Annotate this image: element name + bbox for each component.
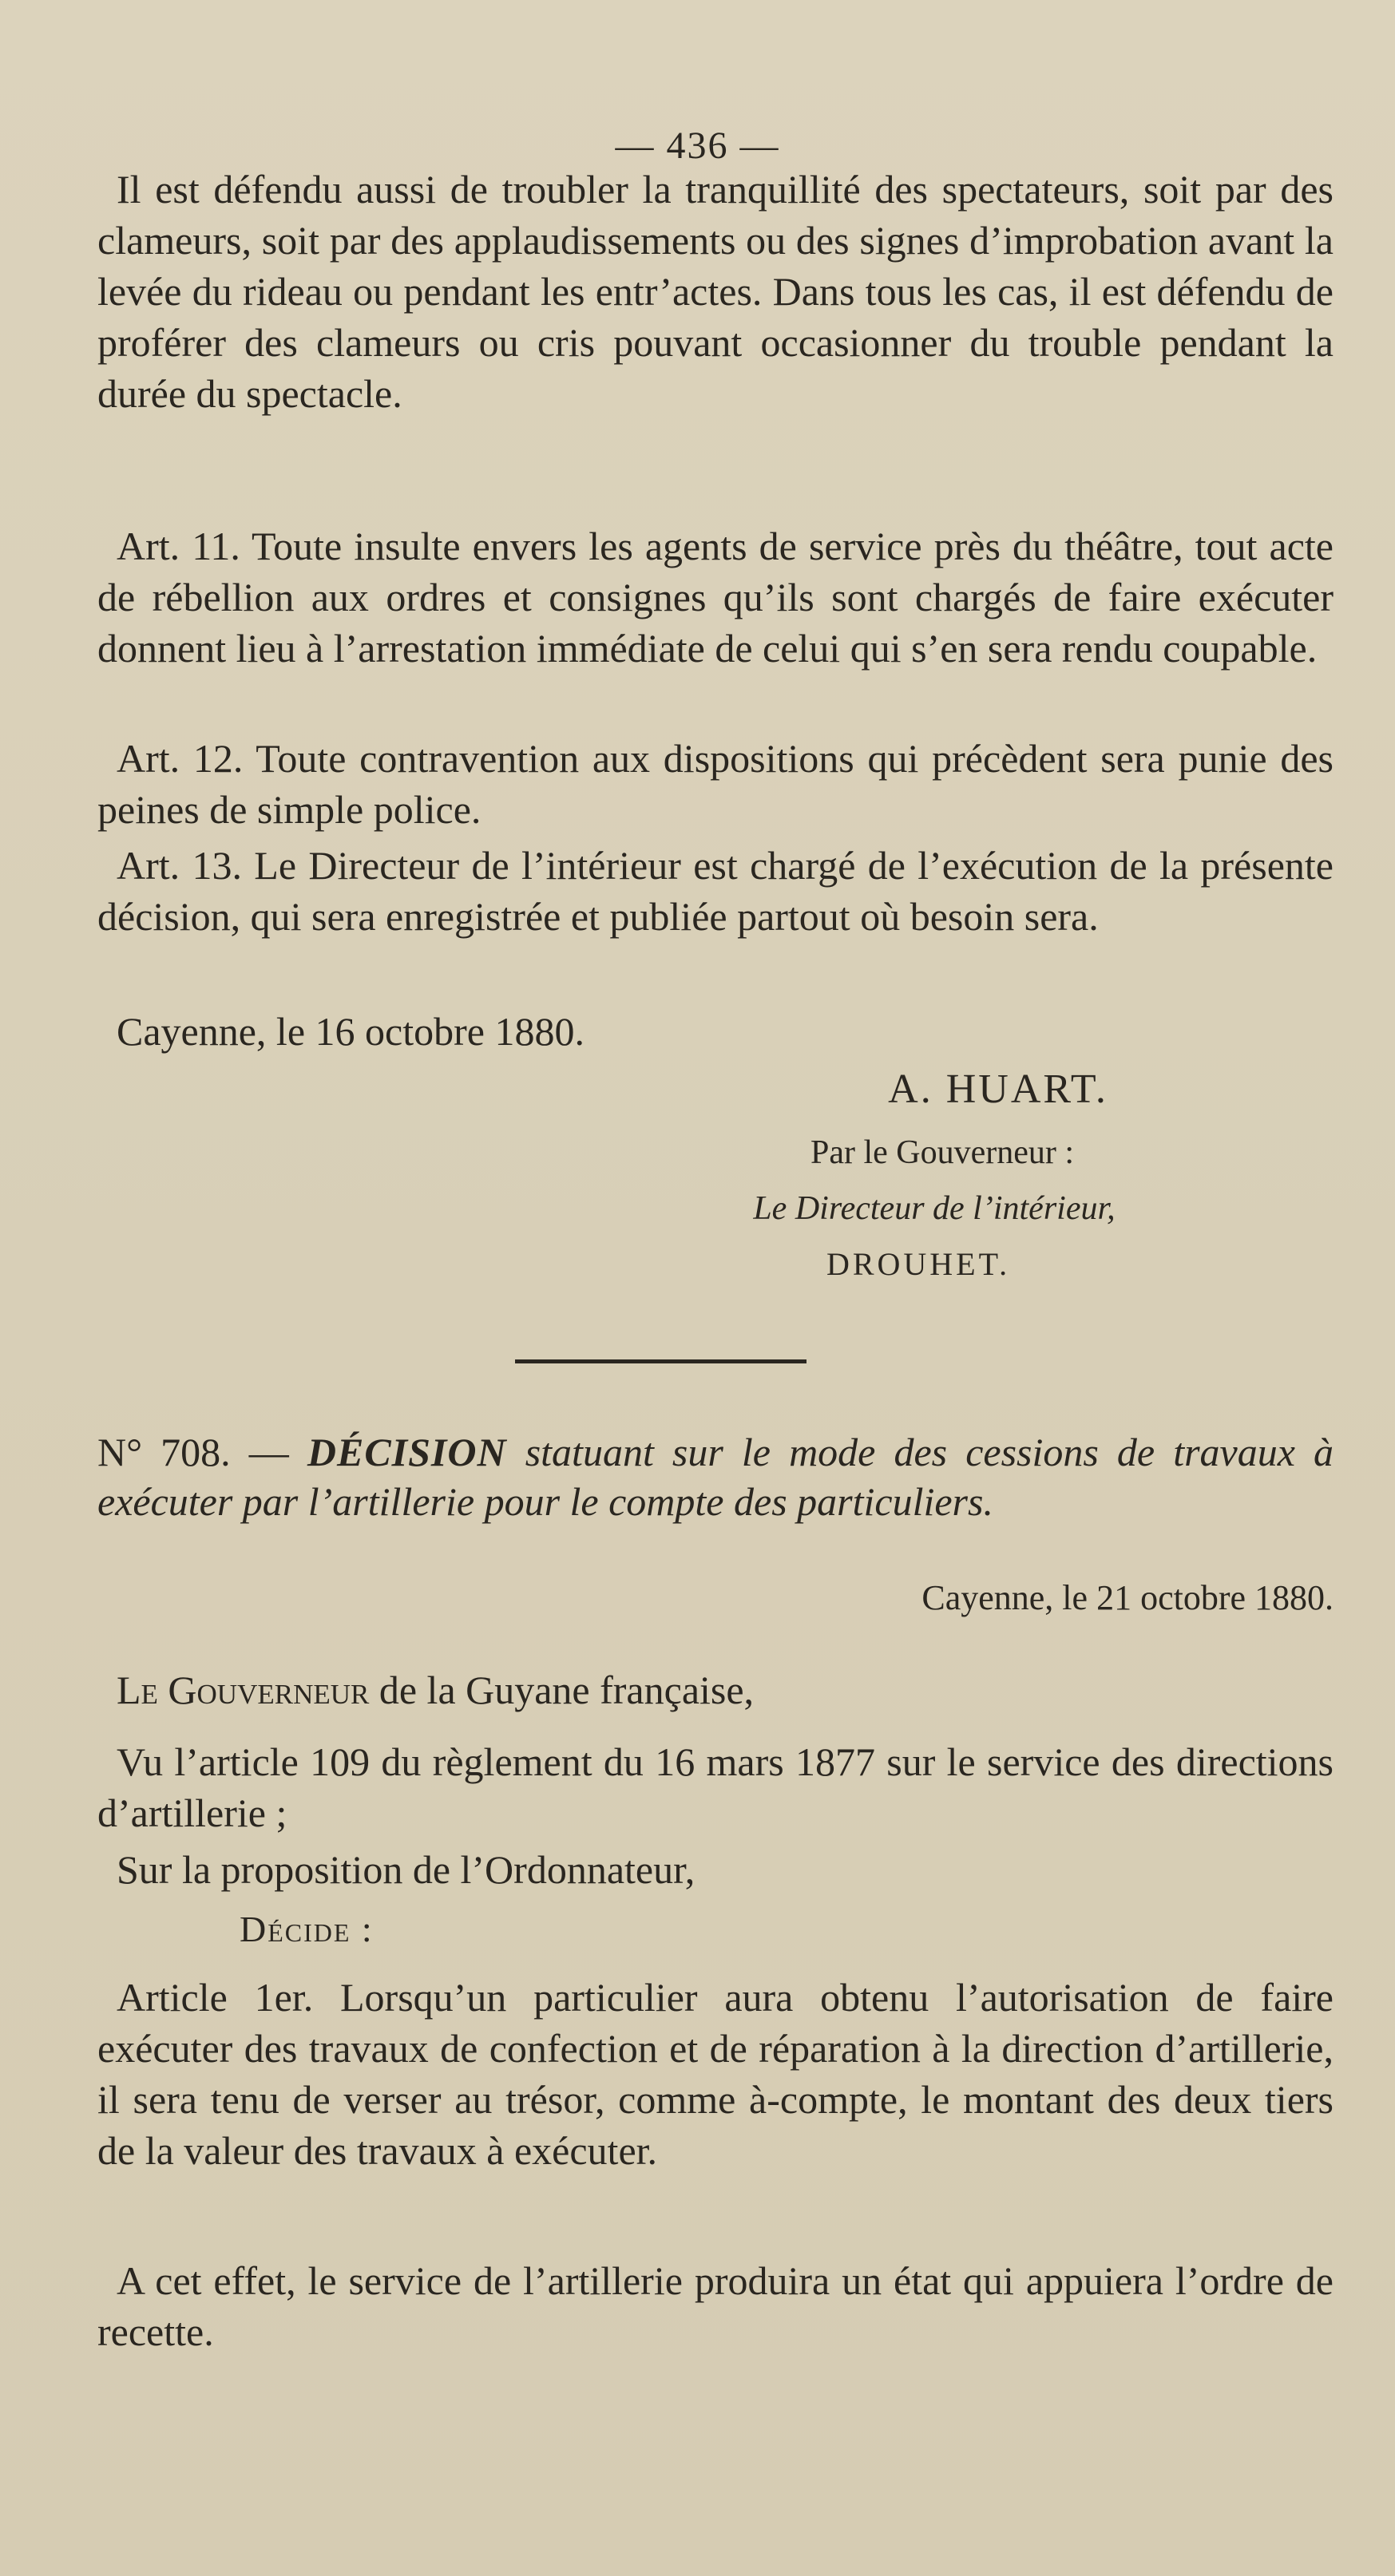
decision-number: N° 708. — <box>97 1430 289 1474</box>
date-line-2: Cayenne, le 21 octobre 1880. <box>921 1578 1334 1617</box>
article-12: Art. 12. Toute contravention aux dispositions qui précèdent sera punie des peines de simple police. <box>97 736 1334 832</box>
section-divider <box>515 1359 806 1363</box>
sur-la-proposition: Sur la proposition de l’Ordonnateur, <box>117 1847 696 1892</box>
decide-heading: Décide : <box>240 1909 374 1949</box>
vu-article: Vu l’article 109 du règlement du 16 mars 1877 sur le service des directions d’artillerie ; <box>97 1739 1334 1835</box>
signature-director-title: Le Directeur de l’intérieur, <box>753 1190 1116 1227</box>
paragraph-spectators: Il est défendu aussi de troubler la tranquillité des spectateurs, soit par des clameurs, soit par des applaudissements ou des signes d’improbation avant la levée du rideau ou pendant les entr’actes. Dans tous les cas, il est défendu de proférer des clameurs ou cris pouvant occasionner du trouble pendant la durée du spectacle. <box>97 167 1334 416</box>
signature-signer: DROUHET. <box>826 1246 1011 1282</box>
page-number: — 436 — <box>615 125 780 167</box>
decision-title: DÉCISION <box>307 1430 507 1474</box>
article-1-text: Lorsqu’un particulier aura obtenu l’autorisation de faire exécuter des travaux de confection et de réparation à la direction d’artillerie, il sera tenu de verser au trésor, comme à-compte, le montant des deux tiers de la valeur des travaux à exécuter. <box>97 1975 1334 2173</box>
decision-heading <box>97 1427 1334 1526</box>
signature-par-le-gouverneur: Par le Gouverneur : <box>810 1134 1075 1171</box>
article-1-head: Article 1er. <box>117 1975 314 2020</box>
le-gouverneur-smallcaps: Le Gouverneur <box>117 1668 370 1712</box>
a-cet-effet: A cet effet, le service de l’artillerie produira un état qui appuiera l’ordre de recette. <box>97 2258 1334 2354</box>
le-gouverneur-rest: de la Guyane française, <box>378 1668 755 1712</box>
signature-name: A. HUART. <box>888 1066 1108 1112</box>
date-line-1: Cayenne, le 16 octobre 1880. <box>117 1009 585 1054</box>
decision-subject: statuant sur le mode des cessions de travaux à exécuter par l’artillerie pour le compte des particuliers. <box>97 1430 1334 1524</box>
article-1 <box>97 1972 1334 2176</box>
le-gouverneur-line <box>97 1664 1334 1715</box>
article-13: Art. 13. Le Directeur de l’intérieur est chargé de l’exécution de la présente décision, qui sera enregistrée et publiée partout où besoin sera. <box>97 843 1334 939</box>
article-11: Art. 11. Toute insulte envers les agents de service près du théâtre, tout acte de rébellion aux ordres et consignes qu’ils sont chargés de faire exécuter donnent lieu à l’arrestation immédiate de celui qui s’en sera rendu coupable. <box>97 524 1334 671</box>
